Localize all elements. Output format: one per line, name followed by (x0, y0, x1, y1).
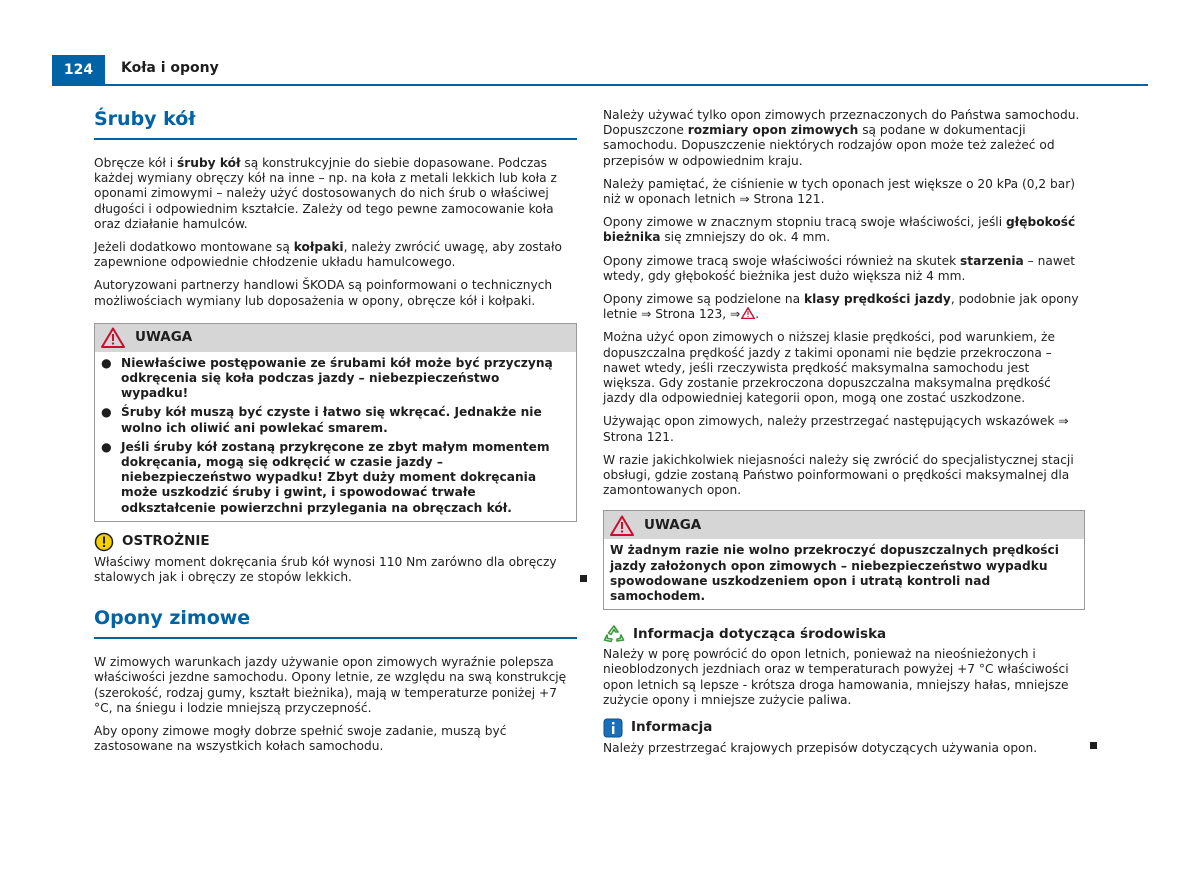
paragraph (94, 240, 577, 270)
end-square-icon (580, 575, 587, 582)
bold-term: starzenia (960, 253, 1024, 268)
text: Obręcze kół i (94, 156, 177, 170)
text: Opony zimowe są podzielone na (603, 292, 804, 307)
warning-triangle-icon (741, 307, 755, 319)
paragraph: Aby opony zimowe mogły dobrze spełnić swoje zadanie, muszą być zastosowane na wszystkich kołach samochodu. (94, 724, 507, 754)
chapter-title: Koła i opony (121, 60, 219, 76)
warning-item (101, 440, 570, 516)
header-rule (52, 84, 1148, 86)
environment-title: Informacja dotycząca środowiska (633, 625, 887, 642)
bold-term: rozmiary opon zimowych (687, 123, 859, 138)
text: są podane w dokumentacji samochodu. Dopuszczenie niektórych rodzajów opon może też zależeć od przepisów w odpowiednim kraju. (603, 123, 1055, 168)
warning-item (101, 405, 570, 435)
section-title-opony-zimowe: Opony zimowe (94, 605, 577, 639)
bold-term: klasy prędkości jazdy (803, 292, 951, 307)
right-column (603, 108, 1085, 764)
warning-text: Niewłaściwe postępowanie ze śrubami kół może być przyczyną odkręcenia się koła podczas jazdy – niebezpieczeństwo wypadku! (121, 355, 553, 401)
paragraph (603, 108, 1085, 169)
warning-header (604, 511, 1084, 539)
paragraph (94, 156, 577, 232)
warning-triangle-icon (610, 515, 634, 536)
text: Jeżeli dodatkowo montowane są (94, 240, 294, 255)
warning-header (95, 324, 576, 352)
bold-term: kołpaki (293, 240, 344, 255)
text: Należy przestrzegać krajowych przepisów dotyczących używania opon. (603, 741, 1038, 756)
text: – nawet wtedy, gdy głębokość bieżnika jest dużo większa niż 4 mm. (603, 253, 1076, 283)
section-title-sruby: Śruby kół (94, 106, 577, 140)
caution-header (94, 532, 577, 552)
environment-header (603, 624, 1085, 644)
text: się zmniejszy do ok. 4 mm. (660, 230, 831, 245)
warning-box (603, 510, 1085, 610)
paragraph: Należy pamiętać, że ciśnienie w tych oponach jest większe o 20 kPa (0,2 bar) niż w oponach letnich ⇒ Strona 121. (603, 176, 1075, 207)
bold-term: głębokość bieżnika (603, 215, 1076, 245)
text: , należy zwrócić uwagę, aby zostało zapewnione odpowiednie chłodzenie układu hamulcowego. (94, 240, 562, 270)
bullet: ● (101, 405, 112, 420)
info-header (603, 718, 1085, 738)
text: . (755, 307, 760, 322)
environment-text: Należy w porę powrócić do opon letnich, ponieważ na nieośnieżonych i nieoblodzonych jezdniach oraz w temperaturach powyżej +7 °C właściwości opon letnich są lepsze - krótsza droga hamowania, mniejszy hałas, mniejsze zużycie opony i mniejsze zużycie paliwa. (603, 647, 1069, 707)
bullet: ● (101, 439, 112, 454)
paragraph (603, 215, 1085, 245)
warning-box (94, 323, 577, 522)
bullet: ● (101, 355, 112, 370)
paragraph: W razie jakichkolwiek niejasności należy się zwrócić do specjalistycznej stacji obsługi, gdzie zostaną Państwo poinformowani o prędkości maksymalnej dla zamontowanych opon. (603, 452, 1074, 498)
paragraph: Autoryzowani partnerzy handlowi ŠKODA są poinformowani o technicznych możliwościach wymiany lub doposażenia w opony, obręcze kół i kołpaki. (94, 278, 553, 308)
paragraph: W zimowych warunkach jazdy używanie opon zimowych wyraźnie polepsza właściwości jezdne samochodu. Opony letnie, ze względu na swą konstrukcję (szerokość, rodzaj gumy, kształt bieżnika), mają w temperaturze poniżej +7 °C, na śniegu i lodzie mniejszą przyczepność. (94, 655, 567, 715)
info-text (603, 741, 1085, 756)
text: Właściwy moment dokręcania śrub kół wynosi 110 Nm zarówno dla obręczy stalowych jak i obręczy ze stopów lekkich. (94, 554, 557, 585)
text: Opony zimowe w znacznym stopniu tracą swoje właściwości, jeśli (603, 215, 1006, 230)
info-title: Informacja (631, 719, 713, 736)
warning-body (95, 352, 576, 521)
warning-text: Śruby kół muszą być czyste i łatwo się wkręcać. Jednakże nie wolno ich oliwić ani powlekać smarem. (121, 405, 542, 435)
caution-text (94, 555, 577, 585)
text: , podobnie jak opony letnie ⇒ Strona 123, ⇒ (603, 292, 1079, 322)
end-square-icon (1090, 742, 1097, 749)
caution-title: OSTROŻNIE (122, 533, 210, 550)
paragraph: Można użyć opon zimowych o niższej klasie prędkości, pod warunkiem, że dopuszczalna prędkość jazdy z takimi oponami nie będzie przekroczona – nawet wtedy, jeśli rzeczywista prędkość maksymalna samochodu jest większa. Gdy zostanie przekroczona dopuszczalna maksymalna prędkość jazdy dla odpowiedniej kategorii opon, mogą one zostać uszkodzone. (603, 330, 1055, 406)
paragraph (603, 254, 1085, 284)
caution-circle-icon (94, 532, 114, 552)
warning-title: UWAGA (135, 329, 193, 346)
page-number: 124 (52, 55, 105, 85)
warning-title: UWAGA (644, 516, 702, 533)
paragraph: Używając opon zimowych, należy przestrzegać następujących wskazówek ⇒ Strona 121. (603, 414, 1069, 444)
text: są konstrukcyjnie do siebie dopasowane. Podczas każdej wymiany obręczy kół na inne – np. na koła z metali lekkich lub koła z oponami zimowymi – należy użyć dostosowanych do nich śrub o właściwej długości i odpowiednim kształcie. Zależy od tego pewne zamocowanie koła oraz działanie hamulców. (94, 156, 557, 231)
info-icon (603, 718, 623, 738)
warning-triangle-icon (101, 327, 125, 348)
paragraph (603, 292, 1085, 322)
recycle-icon (603, 624, 625, 644)
warning-text: Jeśli śruby kół zostaną przykręcone ze zbyt małym momentem dokręcania, mogą się odkręcić w czasie jazdy – niebezpieczeństwo wypadku! Zbyt duży moment dokręcania może uszkodzić śruby i gwint, i spowodować trwałe odkształcenie powierzchni przylegania na obręczach kół. (121, 439, 550, 515)
bold-term: śruby kół (177, 156, 241, 170)
text: Opony zimowe tracą swoje właściwości również na skutek (603, 253, 961, 268)
left-column (94, 106, 577, 762)
warning-item (101, 356, 570, 402)
text: Należy używać tylko opon zimowych przeznaczonych do Państwa samochodu. Dopuszczone (603, 108, 1080, 138)
warning-body: W żadnym razie nie wolno przekroczyć dopuszczalnych prędkości jazdy założonych opon zimowych – niebezpieczeństwo wypadku spowodowane uszkodzeniem opon i utratą kontroli nad samochodem. (610, 543, 1059, 604)
